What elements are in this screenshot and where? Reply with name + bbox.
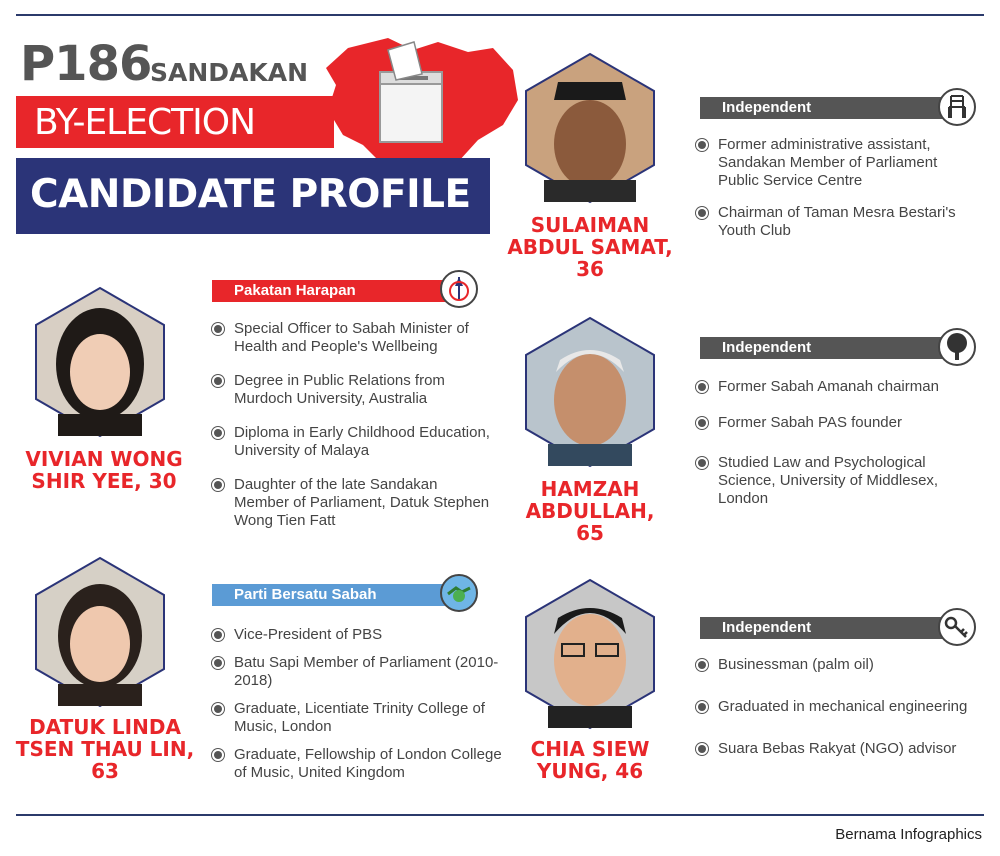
title-place: SANDAKAN — [150, 58, 309, 87]
list-item: Daughter of the late Sandakan Member of Parliament, Datuk Stephen Wong Tien Fatt — [214, 476, 494, 530]
name-line: YUNG, 46 — [536, 759, 644, 783]
title-code: P186 — [20, 36, 152, 92]
list-item: Former Sabah PAS founder — [698, 414, 978, 432]
list-item: Graduate, Fellowship of London College of Music, United Kingdom — [214, 746, 504, 782]
candidate-name-hamzah — [500, 478, 680, 544]
name-line: ABDULLAH, — [525, 499, 655, 523]
list-item: Businessman (palm oil) — [698, 656, 978, 674]
candidate-photo-linda — [34, 556, 166, 708]
name-line: VIVIAN WONG — [25, 447, 183, 471]
party-label-vivian: Pakatan Harapan — [212, 280, 458, 302]
title-profile-bar — [16, 158, 490, 234]
list-item: Suara Bebas Rakyat (NGO) advisor — [698, 740, 978, 758]
list-item: Vice-President of PBS — [214, 626, 504, 644]
list-item: Former Sabah Amanah chairman — [698, 378, 978, 396]
list-item: Degree in Public Relations from Murdoch University, Australia — [214, 372, 494, 408]
key-icon — [938, 608, 976, 646]
list-item: Graduate, Licentiate Trinity College of Music, London — [214, 700, 504, 736]
chair-icon — [938, 88, 976, 126]
name-line: ABDUL SAMAT, — [507, 235, 673, 259]
candidate-name-linda — [10, 716, 200, 782]
name-line: SULAIMAN — [530, 213, 650, 237]
bullet-list-vivian — [214, 320, 494, 530]
party-label-chia: Independent — [700, 617, 950, 639]
bottom-divider — [16, 814, 984, 816]
candidate-photo-sulaiman — [524, 52, 656, 204]
candidate-photo-chia — [524, 578, 656, 730]
candidate-photo-hamzah — [524, 316, 656, 468]
title-byelection-bar — [16, 96, 334, 148]
list-item: Studied Law and Psychological Science, University of Middlesex, London — [698, 454, 978, 508]
rocket-icon — [440, 270, 478, 308]
handshake-icon — [440, 574, 478, 612]
name-line: 65 — [576, 521, 604, 545]
list-item: Diploma in Early Childhood Education, University of Malaya — [214, 424, 494, 460]
source-credit: Bernama Infographics — [835, 826, 982, 843]
name-line: SHIR YEE, 30 — [31, 469, 177, 493]
name-line: HAMZAH — [540, 477, 640, 501]
list-item: Former administrative assistant, Sandakan Member of Parliament Public Service Centre — [698, 136, 978, 190]
name-line: DATUK LINDA — [29, 715, 181, 739]
name-line: 36 — [576, 257, 604, 281]
party-label-linda: Parti Bersatu Sabah — [212, 584, 458, 606]
title-byelection: BY-ELECTION — [34, 102, 255, 143]
tree-icon — [938, 328, 976, 366]
bullet-list-sulaiman — [698, 136, 978, 240]
title-candidate-profile: CANDIDATE PROFILE — [30, 172, 471, 217]
bullet-list-hamzah — [698, 378, 978, 508]
bullet-list-linda — [214, 626, 504, 782]
candidate-photo-vivian — [34, 286, 166, 438]
bullet-list-chia — [698, 656, 978, 758]
list-item: Special Officer to Sabah Minister of Health and People's Wellbeing — [214, 320, 494, 356]
party-label-hamzah: Independent — [700, 337, 950, 359]
top-divider — [16, 14, 984, 16]
name-line: TSEN THAU LIN, — [15, 737, 195, 761]
candidate-name-chia — [500, 738, 680, 782]
candidate-name-sulaiman — [500, 214, 680, 280]
candidate-name-vivian — [14, 448, 194, 492]
list-item: Chairman of Taman Mesra Bestari's Youth Club — [698, 204, 978, 240]
list-item: Graduated in mechanical engineering — [698, 698, 978, 716]
name-line: 63 — [91, 759, 119, 783]
list-item: Batu Sapi Member of Parliament (2010-2018) — [214, 654, 504, 690]
party-label-sulaiman: Independent — [700, 97, 950, 119]
name-line: CHIA SIEW — [530, 737, 650, 761]
